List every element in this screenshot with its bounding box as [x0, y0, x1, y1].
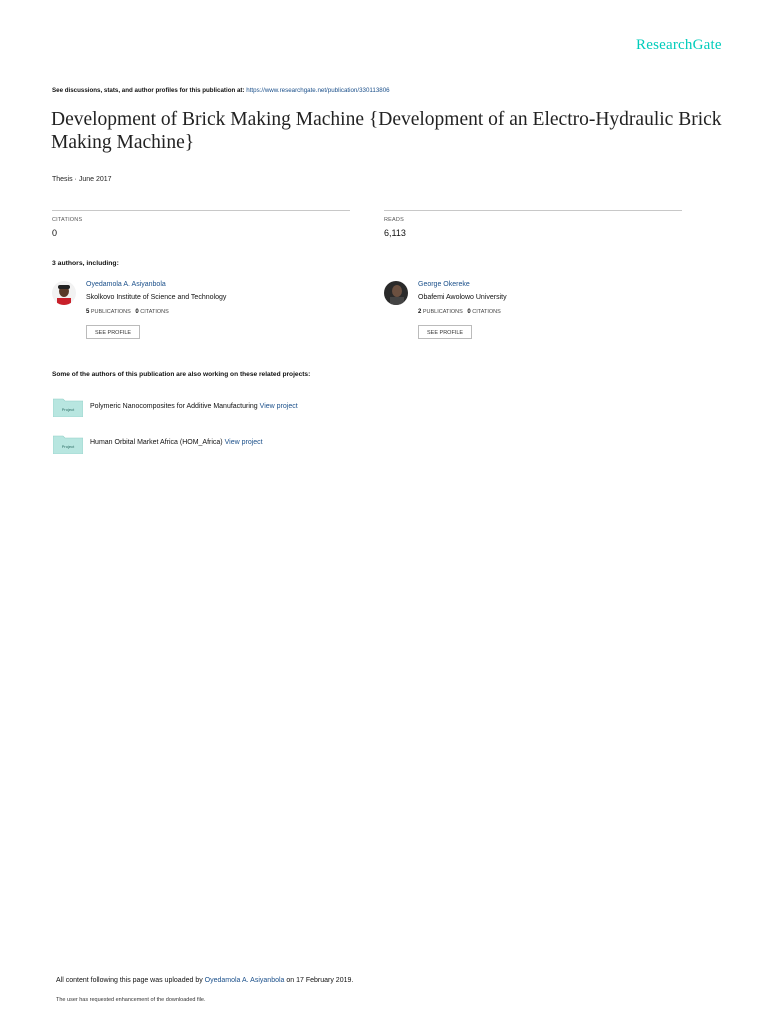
- see-profile-button[interactable]: SEE PROFILE: [418, 325, 472, 339]
- publications-count: 2: [418, 309, 422, 315]
- citations-count-label: CITATIONS: [472, 309, 501, 315]
- project-folder-icon: [53, 397, 83, 417]
- project-icon-label: Project: [61, 444, 75, 449]
- see-profile-button[interactable]: SEE PROFILE: [86, 325, 140, 339]
- intro-text: See discussions, stats, and author profiles for this publication at:: [52, 87, 247, 94]
- project-item: [90, 403, 298, 410]
- project-folder-icon: [53, 434, 83, 454]
- uploader-link[interactable]: Oyedamola A. Asiyanbola: [204, 977, 285, 984]
- author-avatar[interactable]: [384, 281, 408, 305]
- project-name: Human Orbital Market Africa (HOM_Africa): [90, 439, 223, 446]
- author-institution: Obafemi Awolowo University: [418, 294, 507, 301]
- view-project-link[interactable]: View project: [224, 439, 263, 446]
- project-icon-label: Project: [61, 407, 75, 412]
- project-item: [90, 439, 263, 446]
- citations-divider: [52, 210, 350, 211]
- publications-label: PUBLICATIONS: [422, 309, 463, 315]
- citations-count-label: CITATIONS: [140, 309, 169, 315]
- publication-meta: Thesis · June 2017: [52, 176, 112, 183]
- project-name: Polymeric Nanocomposites for Additive Manufacturing: [90, 403, 258, 410]
- citations-count: 0: [467, 309, 471, 315]
- author-avatar[interactable]: [52, 281, 76, 305]
- view-project-link[interactable]: View project: [259, 403, 298, 410]
- enhancement-note: The user has requested enhancement of the downloaded file.: [56, 997, 206, 1003]
- projects-heading: Some of the authors of this publication are also working on these related projects:: [52, 371, 311, 378]
- author-name-link[interactable]: George Okereke: [418, 281, 470, 288]
- citations-count: 0: [135, 309, 139, 315]
- publications-label: PUBLICATIONS: [90, 309, 131, 315]
- reads-label: READS: [384, 217, 404, 223]
- reads-divider: [384, 210, 682, 211]
- researchgate-logo[interactable]: ResearchGate: [636, 37, 722, 53]
- publications-count: 5: [86, 309, 90, 315]
- upload-notice: [56, 977, 353, 984]
- upload-prefix: All content following this page was uploaded by: [56, 977, 205, 984]
- citations-label: CITATIONS: [52, 217, 83, 223]
- author-counts: [418, 309, 501, 315]
- person-photo-icon: [384, 281, 408, 305]
- profile-intro-line: [52, 87, 390, 94]
- author-counts: [86, 309, 169, 315]
- reads-value: 6,113: [384, 228, 406, 238]
- person-photo-icon: [52, 281, 76, 305]
- citations-value: 0: [52, 228, 58, 238]
- author-institution: Skolkovo Institute of Science and Technology: [86, 294, 227, 301]
- publication-title: Development of Brick Making Machine {Development of an Electro-Hydraulic Brick Making Machine}: [51, 109, 722, 153]
- upload-suffix: on 17 February 2019.: [284, 977, 354, 984]
- publication-url-link[interactable]: https://www.researchgate.net/publication/330113806: [246, 87, 390, 94]
- author-name-link[interactable]: Oyedamola A. Asiyanbola: [86, 281, 166, 288]
- authors-heading: 3 authors, including:: [52, 260, 119, 267]
